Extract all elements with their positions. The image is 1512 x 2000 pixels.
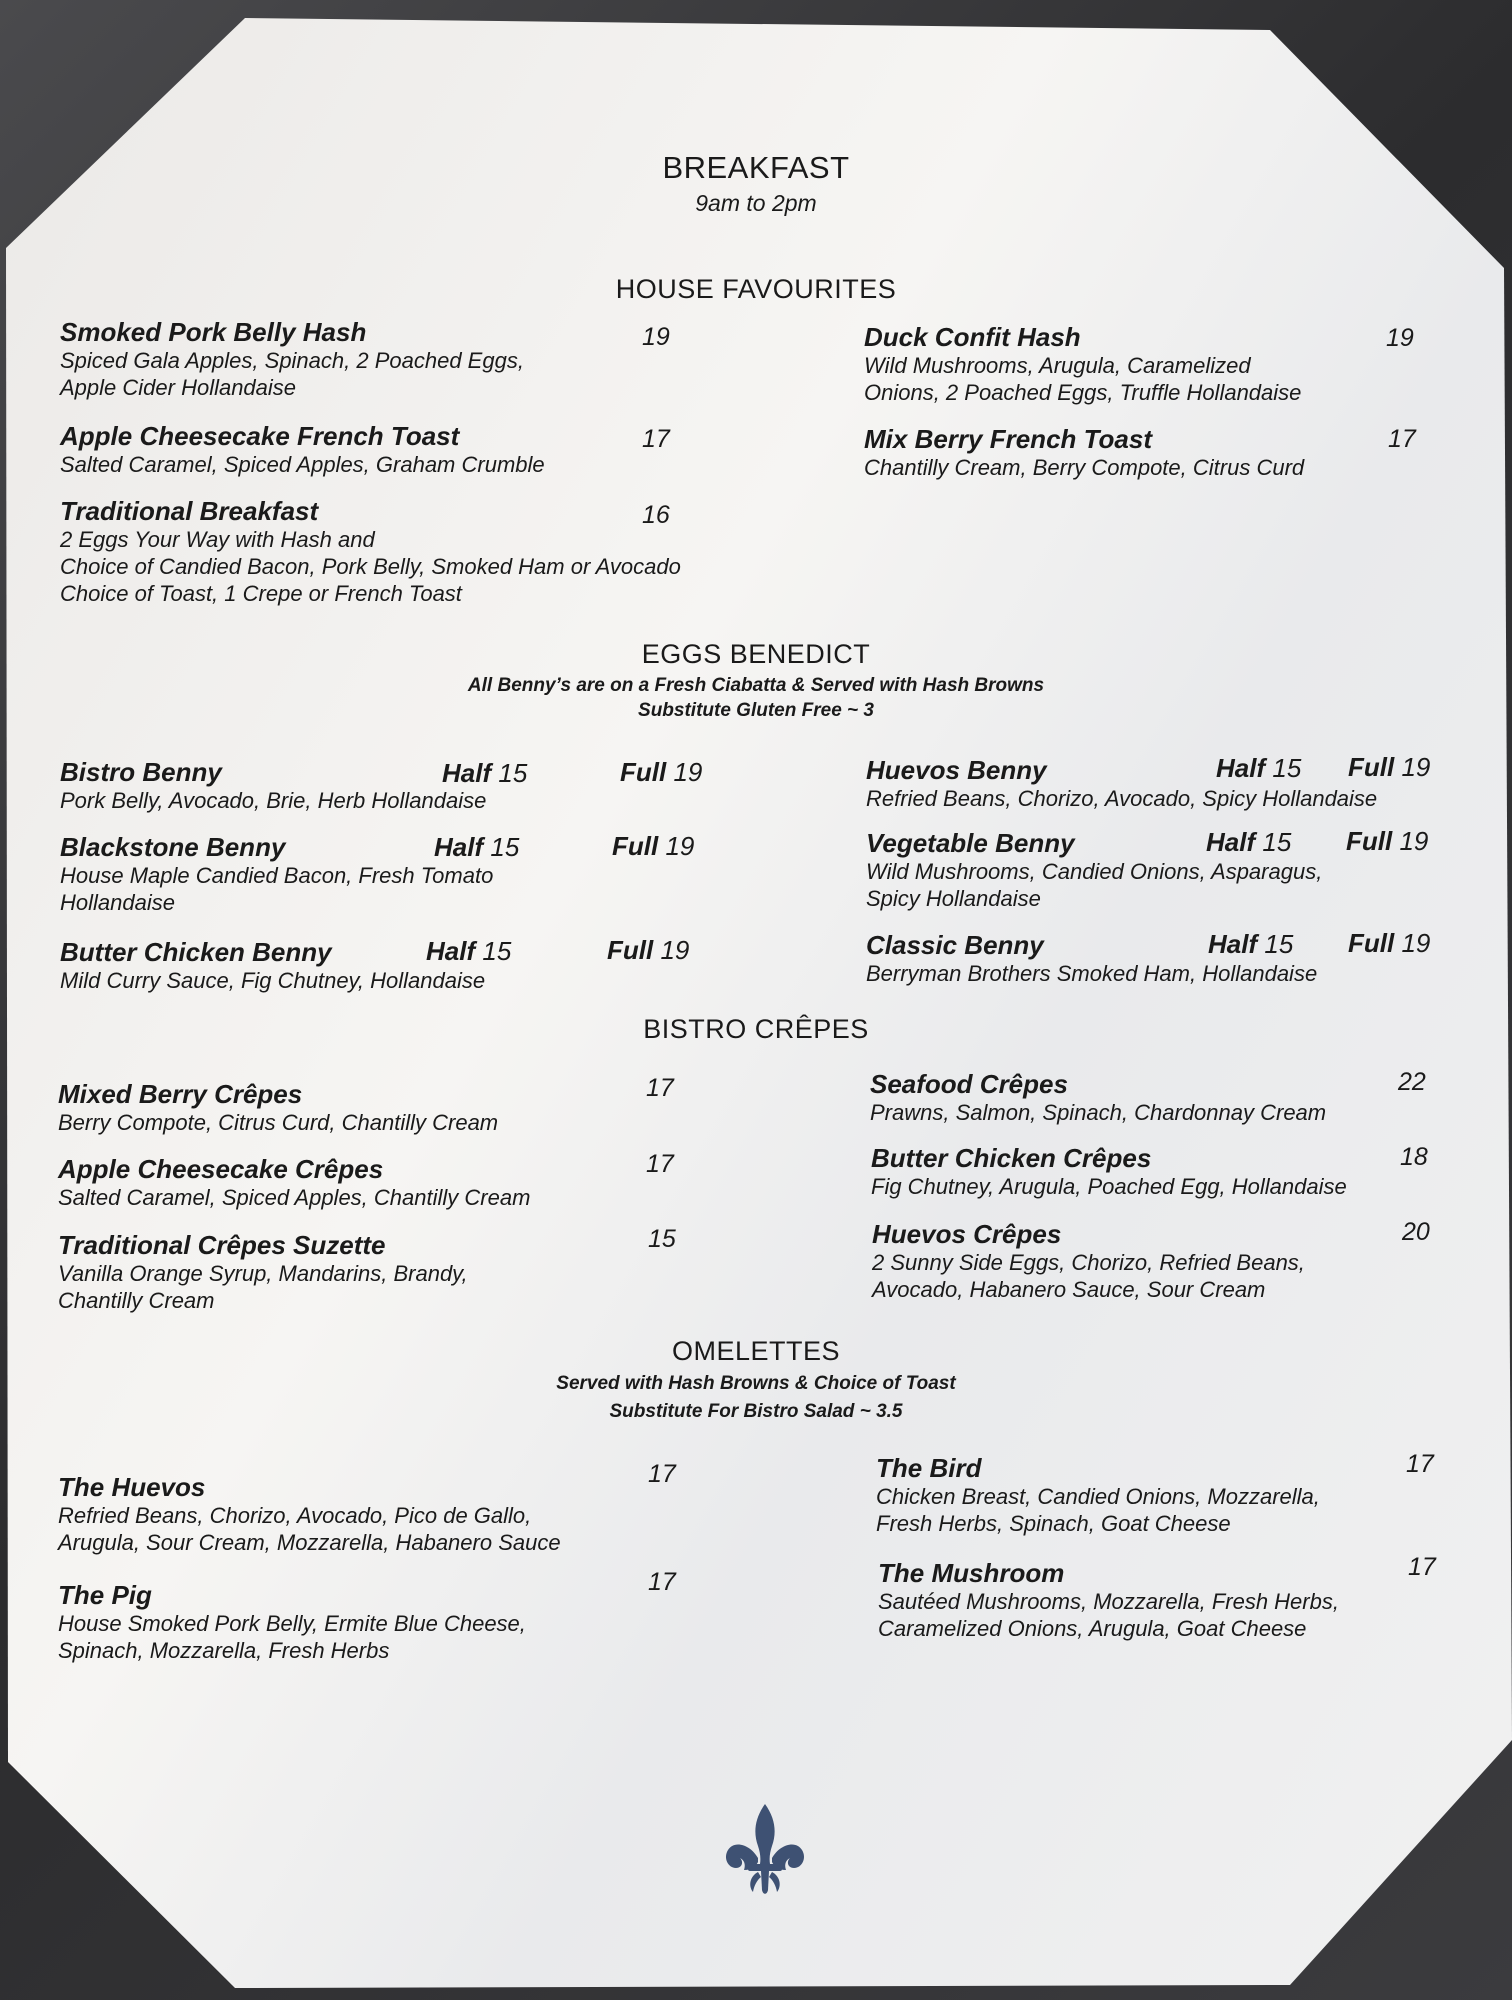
- menu-item: [58, 1580, 526, 1664]
- item-name: Vegetable Benny: [866, 828, 1075, 858]
- menu-item: [876, 1453, 1320, 1537]
- item-description: Chantilly Cream: [58, 1288, 215, 1313]
- item-description: Chantilly Cream, Berry Compote, Citrus Curd: [864, 455, 1305, 480]
- item-description: Choice of Toast, 1 Crepe or French Toast: [60, 581, 462, 606]
- section-note: All Benny’s are on a Fresh Ciabatta & Served with Hash Browns: [467, 675, 1045, 696]
- half-price: Half 15: [1216, 753, 1302, 783]
- half-price: Half 15: [1208, 929, 1294, 959]
- item-name: Butter Chicken Benny: [60, 937, 332, 967]
- item-price: 16: [642, 501, 670, 529]
- item-description: Sautéed Mushrooms, Mozzarella, Fresh Herbs,: [878, 1589, 1339, 1614]
- full-price: Full 19: [612, 831, 695, 861]
- menu-item: [872, 1219, 1305, 1303]
- full-price: Full 19: [1348, 928, 1431, 958]
- item-name: Traditional Crêpes Suzette: [58, 1230, 386, 1260]
- item-price: 17: [1408, 1553, 1436, 1581]
- menu-item: [60, 317, 524, 401]
- section-heading-house-favourites: HOUSE FAVOURITES: [615, 274, 897, 304]
- item-name: Bistro Benny: [60, 757, 222, 787]
- item-description: Berryman Brothers Smoked Ham, Hollandaise: [866, 961, 1318, 986]
- menu-item: [60, 832, 493, 916]
- item-description: Apple Cider Hollandaise: [60, 375, 297, 400]
- item-price: 19: [1386, 324, 1414, 352]
- menu-item: [60, 937, 485, 994]
- item-description: Wild Mushrooms, Arugula, Caramelized: [864, 353, 1251, 378]
- menu-item: [878, 1558, 1339, 1642]
- item-price: 20: [1402, 1218, 1430, 1246]
- item-description: Chicken Breast, Candied Onions, Mozzarella,: [876, 1484, 1320, 1509]
- item-price: 15: [648, 1225, 676, 1253]
- item-name: Traditional Breakfast: [60, 496, 319, 526]
- item-name: Classic Benny: [866, 930, 1044, 960]
- item-name: Apple Cheesecake Crêpes: [58, 1154, 384, 1184]
- menu-item: [60, 757, 486, 814]
- half-price: Half 15: [442, 758, 528, 788]
- section-note: Served with Hash Browns & Choice of Toast: [556, 1373, 956, 1394]
- item-name: Butter Chicken Crêpes: [871, 1143, 1152, 1173]
- section-heading-omelettes: OMELETTES: [671, 1336, 841, 1366]
- menu-item: [58, 1154, 530, 1211]
- section-note: Substitute For Bistro Salad ~ 3.5: [609, 1401, 903, 1422]
- menu-item: [60, 496, 681, 607]
- full-price: Full 19: [1346, 826, 1429, 856]
- item-price: 17: [646, 1150, 674, 1178]
- item-name: Seafood Crêpes: [870, 1069, 1068, 1099]
- item-description: Berry Compote, Citrus Curd, Chantilly Cream: [58, 1110, 499, 1135]
- item-name: The Pig: [58, 1580, 152, 1610]
- item-description: Prawns, Salmon, Spinach, Chardonnay Cream: [870, 1100, 1327, 1125]
- item-description: Wild Mushrooms, Candied Onions, Asparagus,: [866, 859, 1323, 884]
- item-price: 17: [648, 1568, 676, 1596]
- item-price: 17: [648, 1460, 676, 1488]
- menu-title: BREAKFAST: [662, 150, 850, 185]
- section-heading-eggs-benedict: EGGS BENEDICT: [641, 639, 871, 669]
- item-name: Mixed Berry Crêpes: [58, 1079, 303, 1109]
- item-description: Pork Belly, Avocado, Brie, Herb Hollandaise: [60, 788, 487, 813]
- menu-item: [864, 322, 1301, 406]
- item-description: 2 Sunny Side Eggs, Chorizo, Refried Beans,: [872, 1250, 1305, 1275]
- item-description: 2 Eggs Your Way with Hash and: [60, 527, 375, 552]
- item-price: 19: [642, 323, 670, 351]
- item-price: 17: [1388, 425, 1416, 453]
- item-description: Arugula, Sour Cream, Mozzarella, Habanero Sauce: [58, 1530, 561, 1555]
- section-note: Substitute Gluten Free ~ 3: [638, 700, 874, 721]
- item-price: 17: [646, 1074, 674, 1102]
- item-description: Choice of Candied Bacon, Pork Belly, Smoked Ham or Avocado: [60, 554, 681, 579]
- section-heading-bistro-crepes: BISTRO CRÊPES: [643, 1014, 869, 1044]
- item-description: Onions, 2 Poached Eggs, Truffle Hollandaise: [864, 380, 1302, 405]
- menu-item: [58, 1079, 498, 1136]
- menu-item: [60, 421, 545, 478]
- item-description: Caramelized Onions, Arugula, Goat Cheese: [878, 1616, 1307, 1641]
- half-price: Half 15: [434, 832, 520, 862]
- item-name: Smoked Pork Belly Hash: [60, 317, 367, 347]
- item-name: Blackstone Benny: [60, 832, 286, 862]
- item-price: 17: [1406, 1450, 1434, 1478]
- half-price: Half 15: [1206, 827, 1292, 857]
- item-description: Hollandaise: [60, 890, 175, 915]
- item-name: Apple Cheesecake French Toast: [60, 421, 460, 451]
- full-price: Full 19: [1348, 752, 1431, 782]
- item-name: The Mushroom: [878, 1558, 1065, 1588]
- item-description: Spiced Gala Apples, Spinach, 2 Poached Eggs,: [60, 348, 524, 373]
- full-price: Full 19: [607, 935, 690, 965]
- item-description: Salted Caramel, Spiced Apples, Graham Crumble: [60, 452, 545, 477]
- item-price: 18: [1400, 1143, 1428, 1171]
- menu-item: [870, 1069, 1326, 1126]
- item-description: Salted Caramel, Spiced Apples, Chantilly Cream: [58, 1185, 531, 1210]
- item-description: Vanilla Orange Syrup, Mandarins, Brandy,: [58, 1261, 468, 1286]
- item-description: Mild Curry Sauce, Fig Chutney, Hollandaise: [60, 968, 486, 993]
- item-description: Fresh Herbs, Spinach, Goat Cheese: [876, 1511, 1231, 1536]
- menu-hours: 9am to 2pm: [695, 190, 817, 216]
- item-description: Refried Beans, Chorizo, Avocado, Pico de Gallo,: [58, 1503, 532, 1528]
- item-name: Duck Confit Hash: [864, 322, 1081, 352]
- item-description: House Maple Candied Bacon, Fresh Tomato: [60, 863, 494, 888]
- menu-item: [58, 1472, 561, 1556]
- item-name: The Huevos: [58, 1472, 206, 1502]
- item-description: Spicy Hollandaise: [866, 886, 1041, 911]
- item-description: Spinach, Mozzarella, Fresh Herbs: [58, 1638, 390, 1663]
- menu-item: [864, 424, 1304, 481]
- item-description: House Smoked Pork Belly, Ermite Blue Cheese,: [58, 1611, 526, 1636]
- item-description: Fig Chutney, Arugula, Poached Egg, Hollandaise: [871, 1174, 1347, 1199]
- menu-item: [58, 1230, 468, 1314]
- item-price: 17: [642, 425, 670, 453]
- item-description: Avocado, Habanero Sauce, Sour Cream: [872, 1277, 1266, 1302]
- half-price: Half 15: [426, 936, 512, 966]
- item-name: The Bird: [876, 1453, 982, 1483]
- item-name: Mix Berry French Toast: [864, 424, 1153, 454]
- item-name: Huevos Benny: [866, 755, 1047, 785]
- item-name: Huevos Crêpes: [872, 1219, 1062, 1249]
- full-price: Full 19: [620, 757, 703, 787]
- menu-item: [871, 1143, 1347, 1200]
- item-price: 22: [1398, 1068, 1426, 1096]
- item-description: Refried Beans, Chorizo, Avocado, Spicy Hollandaise: [866, 786, 1378, 811]
- fleur-de-lis-icon: [720, 1800, 810, 1900]
